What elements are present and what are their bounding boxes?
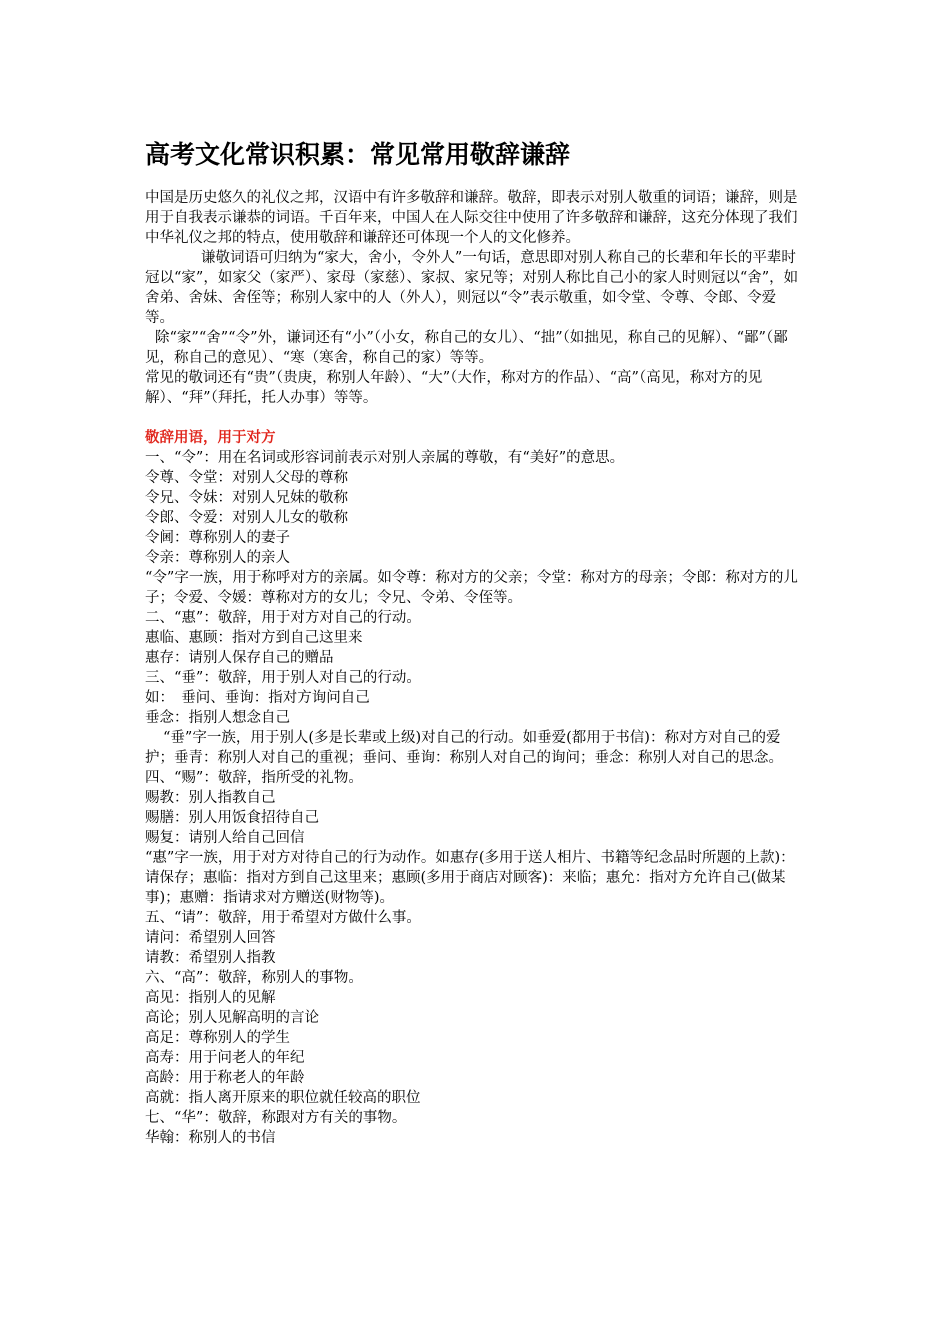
intro-section xyxy=(145,188,805,408)
list-line: 高龄：用于称老人的年龄 xyxy=(145,1070,305,1086)
list-line: 令亲：尊称别人的亲人 xyxy=(145,550,290,566)
list-line: 惠存：请别人保存自己的赠品 xyxy=(145,650,334,666)
list-line: 令郎、令爱：对别人儿女的敬称 xyxy=(145,510,348,526)
intro-paragraph: 谦敬词语可归纳为“家大，舍小，令外人”一句话，意思即对别人称自己的长辈和年长的平辈时冠以“家”，如家父（家严）、家母（家慈）、家叔、家兄等；对别人称比自己小的家人时则冠以“舍”，如舍弟、舍妹、舍侄等；称别人家中的人（外人），则冠以“令”表示敬重，如令堂、令尊、令郎、令爱等。 xyxy=(145,250,799,326)
list-line: 四、“赐”：敬辞，指所受的礼物。 xyxy=(145,770,363,786)
list-line: 请教：希望别人指教 xyxy=(145,950,276,966)
list-line: 垂念：指别人想念自己 xyxy=(145,710,290,726)
list-line: 六、“高”：敬辞，称别人的事物。 xyxy=(145,970,363,986)
list-line: 三、“垂”：敬辞，用于别人对自己的行动。 xyxy=(145,670,421,686)
list-line: 五、“请”：敬辞，用于希望对方做什么事。 xyxy=(145,910,421,926)
list-line: 高见：指别人的见解 xyxy=(145,990,276,1006)
list-line: 华翰：称别人的书信 xyxy=(145,1130,276,1146)
list-line: 令阃：尊称别人的妻子 xyxy=(145,530,290,546)
list-line: 高寿：用于问老人的年纪 xyxy=(145,1050,305,1066)
list-line: 如： 垂问、垂询：指对方询问自己 xyxy=(145,690,370,706)
intro-paragraph: 常见的敬词还有“贵”（贵庚，称别人年龄）、“大”（大作，称对方的作品）、“高”（高见，称对方的见解）、“拜”（拜托，托人办事）等等。 xyxy=(145,370,763,406)
section-heading: 敬辞用语，用于对方 xyxy=(145,430,276,446)
list-line: 赐教：别人指教自己 xyxy=(145,790,276,806)
list-paragraph: “令”字一族，用于称呼对方的亲属。如令尊：称对方的父亲；令堂：称对方的母亲；令郎：称对方的儿子；令爱、令媛：尊称对方的女儿；令兄、令弟、令侄等。 xyxy=(145,570,798,606)
list-line: 高足：尊称别人的学生 xyxy=(145,1030,290,1046)
list-line: 七、“华”：敬辞，称跟对方有关的事物。 xyxy=(145,1110,407,1126)
list-paragraph: “惠”字一族，用于对方对待自己的行为动作。如惠存(多用于送人相片、书籍等纪念品时所题的上款)：请保存；惠临：指对方到自己这里来；惠顾(多用于商店对顾客)：来临；惠允：指对方允许自己(做某事)；惠赠：指请求对方赠送(财物等)。 xyxy=(145,850,795,906)
document-page xyxy=(145,138,805,1148)
list-line: 一、“令”：用在名词或形容词前表示对别人亲属的尊敬，有“美好”的意思。 xyxy=(145,450,625,466)
list-line: 请问：希望别人回答 xyxy=(145,930,276,946)
intro-paragraph: 除“家”“舍”“令”外，谦词还有“小”（小女，称自己的女儿）、“拙”（如拙见，称自己的见解）、“鄙”（鄙见，称自己的意见）、“寒（寒舍，称自己的家）等等。 xyxy=(145,330,788,366)
list-line: 赐复：请别人给自己回信 xyxy=(145,830,305,846)
list-paragraph: “垂”字一族，用于别人(多是长辈或上级)对自己的行动。如垂爱(都用于书信)：称对方对自己的爱护；垂青：称别人对自己的重视；垂问、垂询：称别人对自己的询问；垂念：称别人对自己的思念。 xyxy=(145,730,783,766)
list-line: 惠临、惠顾：指对方到自己这里来 xyxy=(145,630,363,646)
document-title: 高考文化常识积累：常见常用敬辞谦辞 xyxy=(145,140,571,169)
list-line: 令尊、令堂：对别人父母的尊称 xyxy=(145,470,348,486)
paragraph-spacer xyxy=(145,408,805,428)
list-line: 赐膳：别人用饭食招待自己 xyxy=(145,810,319,826)
list-line: 令兄、令妹：对别人兄妹的敬称 xyxy=(145,490,348,506)
list-line: 二、“惠”：敬辞，用于对方对自己的行动。 xyxy=(145,610,421,626)
honorifics-list xyxy=(145,448,805,1148)
list-line: 高就：指人离开原来的职位就任较高的职位 xyxy=(145,1090,421,1106)
intro-paragraph: 中国是历史悠久的礼仪之邦，汉语中有许多敬辞和谦辞。敬辞，即表示对别人敬重的词语；谦辞，则是用于自我表示谦恭的词语。千百年来，中国人在人际交往中使用了许多敬辞和谦辞，这充分体现了我们中华礼仪之邦的特点，使用敬辞和谦辞还可体现一个人的文化修养。 xyxy=(145,190,798,246)
list-line: 高论；别人见解高明的言论 xyxy=(145,1010,319,1026)
